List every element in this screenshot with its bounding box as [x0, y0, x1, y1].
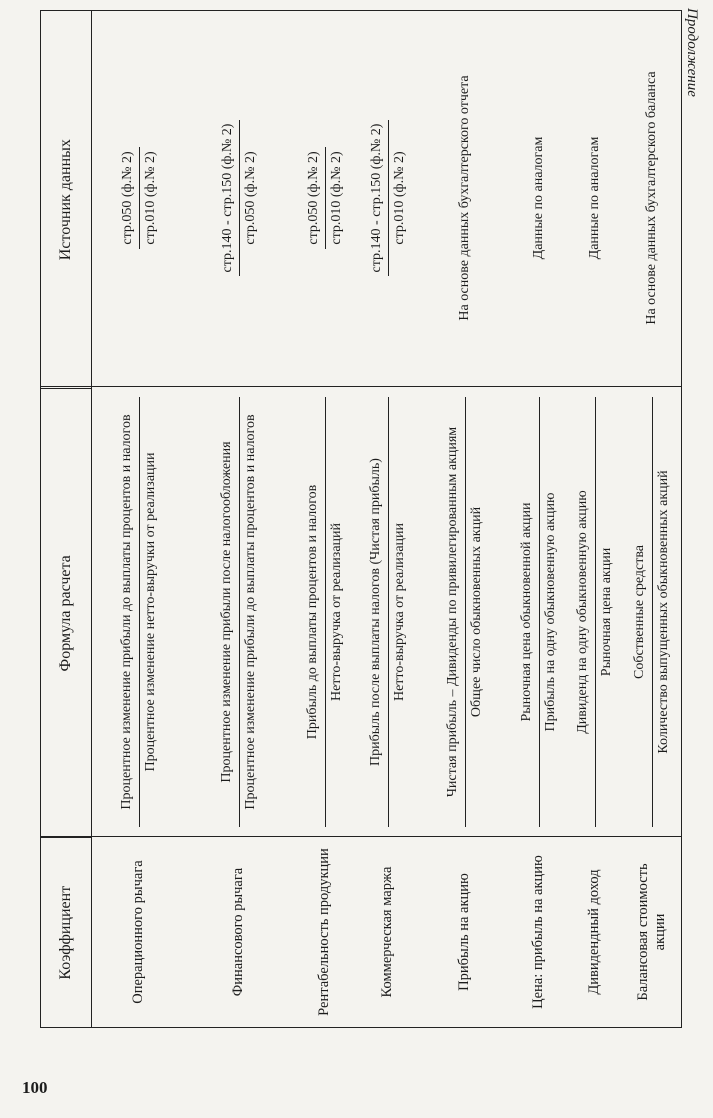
formula-denominator: Прибыль на одну обыкновенную акцию [542, 492, 558, 732]
table-row [419, 11, 511, 1027]
formula-denominator: Процентное изменение прибыли до выплаты процентов и налогов [242, 414, 258, 810]
formula-numerator: Дивиденд на одну обыкновенную акцию [574, 490, 590, 734]
formula-fraction [445, 397, 486, 827]
source-denominator: стр.010 (ф.№ 2) [142, 151, 158, 245]
source-cell [419, 9, 511, 387]
formula-numerator: Собственные средства [631, 545, 647, 679]
source-text: На основе данных бухгалтерского баланса [644, 71, 659, 325]
source-cell [185, 9, 293, 387]
source-numerator: стр.140 - стр.150 (ф.№ 2) [220, 123, 235, 273]
source-denominator: стр.010 (ф.№ 2) [328, 151, 344, 245]
source-cell [357, 9, 419, 387]
formula-cell [567, 387, 623, 837]
table-row [623, 11, 681, 1027]
header-coefficient: Коэффициент [41, 837, 91, 1027]
coefficient-name: Коммерческая маржа [379, 866, 396, 998]
page-number: 100 [22, 1078, 48, 1097]
formula-numerator: Прибыль после выплаты налогов (Чистая прибыль) [367, 458, 383, 766]
formula-cell [293, 387, 357, 837]
ratio-table [40, 10, 682, 1028]
coefficient-name: Финансового рычага [230, 867, 247, 997]
source-denominator: стр.050 (ф.№ 2) [242, 151, 258, 245]
source-numerator: стр.050 (ф.№ 2) [306, 151, 321, 245]
coefficient-name: Цена: прибыль на акцию [530, 855, 547, 1009]
formula-numerator: Процентное изменение прибыли после налогообложения [218, 441, 234, 783]
coefficient-name: Дивидендный доход [586, 869, 603, 995]
source-cell [623, 9, 681, 387]
source-text: На основе данных бухгалтерского отчета [457, 75, 472, 321]
table-header [41, 11, 92, 1027]
formula-cell [623, 387, 681, 837]
source-numerator: стр.140 - стр.150 (ф.№ 2) [369, 123, 384, 273]
source-denominator: стр.010 (ф.№ 2) [391, 151, 407, 245]
continuation-label: Продолжение [684, 8, 700, 97]
source-fraction [305, 147, 345, 248]
table-row [567, 11, 623, 1027]
formula-denominator: Нетто-выручка от реализации [391, 522, 407, 702]
formula-fraction [368, 397, 409, 827]
table-row [293, 11, 357, 1027]
source-text: Данные по аналогам [531, 136, 546, 260]
source-cell [511, 9, 567, 387]
formula-fraction [305, 397, 346, 827]
source-cell [93, 9, 185, 387]
source-fraction [219, 120, 259, 277]
formula-denominator: Количество выпущенных обыкновенных акций [655, 470, 671, 754]
coefficient-name: Балансовая стоимость акции [634, 863, 668, 1001]
formula-numerator: Процентное изменение прибыли до выплаты процентов и налогов [118, 414, 134, 810]
formula-cell [357, 387, 419, 837]
formula-fraction [119, 397, 160, 827]
formula-cell [185, 387, 293, 837]
formula-denominator: Общее число обыкновенных акций [468, 506, 484, 718]
source-cell [567, 9, 623, 387]
header-formula: Формула расчета [41, 388, 91, 837]
formula-cell [511, 387, 567, 837]
coefficient-name: Прибыль на акцию [456, 873, 473, 991]
table-row [511, 11, 567, 1027]
formula-denominator: Рыночная цена акции [598, 547, 614, 677]
formula-fraction [219, 397, 260, 827]
table-row [93, 11, 185, 1027]
source-numerator: стр.050 (ф.№ 2) [120, 151, 135, 245]
source-fraction [119, 147, 159, 248]
source-fraction [368, 120, 408, 277]
formula-numerator: Чистая прибыль – Дивиденды по привилегированным акциям [444, 426, 460, 798]
table-row [185, 11, 293, 1027]
formula-fraction [575, 397, 616, 827]
formula-denominator: Процентное изменение нетто-выручки от реализации [142, 452, 158, 772]
formula-fraction [632, 397, 673, 827]
formula-numerator: Рыночная цена обыкновенной акции [518, 502, 534, 722]
table-wrapper [40, 10, 682, 1028]
formula-numerator: Прибыль до выплаты процентов и налогов [304, 484, 320, 740]
coefficient-name: Операционного рычага [130, 860, 147, 1004]
coefficient-name: Рентабельность продукции [316, 848, 333, 1016]
formula-cell [93, 387, 185, 837]
formula-denominator: Нетто-выручка от реализаций [328, 522, 344, 702]
table-row [357, 11, 419, 1027]
formula-cell [419, 387, 511, 837]
source-text: Данные по аналогам [587, 136, 602, 260]
source-cell [293, 9, 357, 387]
formula-fraction [519, 397, 560, 827]
header-source: Источник данных [57, 139, 74, 261]
